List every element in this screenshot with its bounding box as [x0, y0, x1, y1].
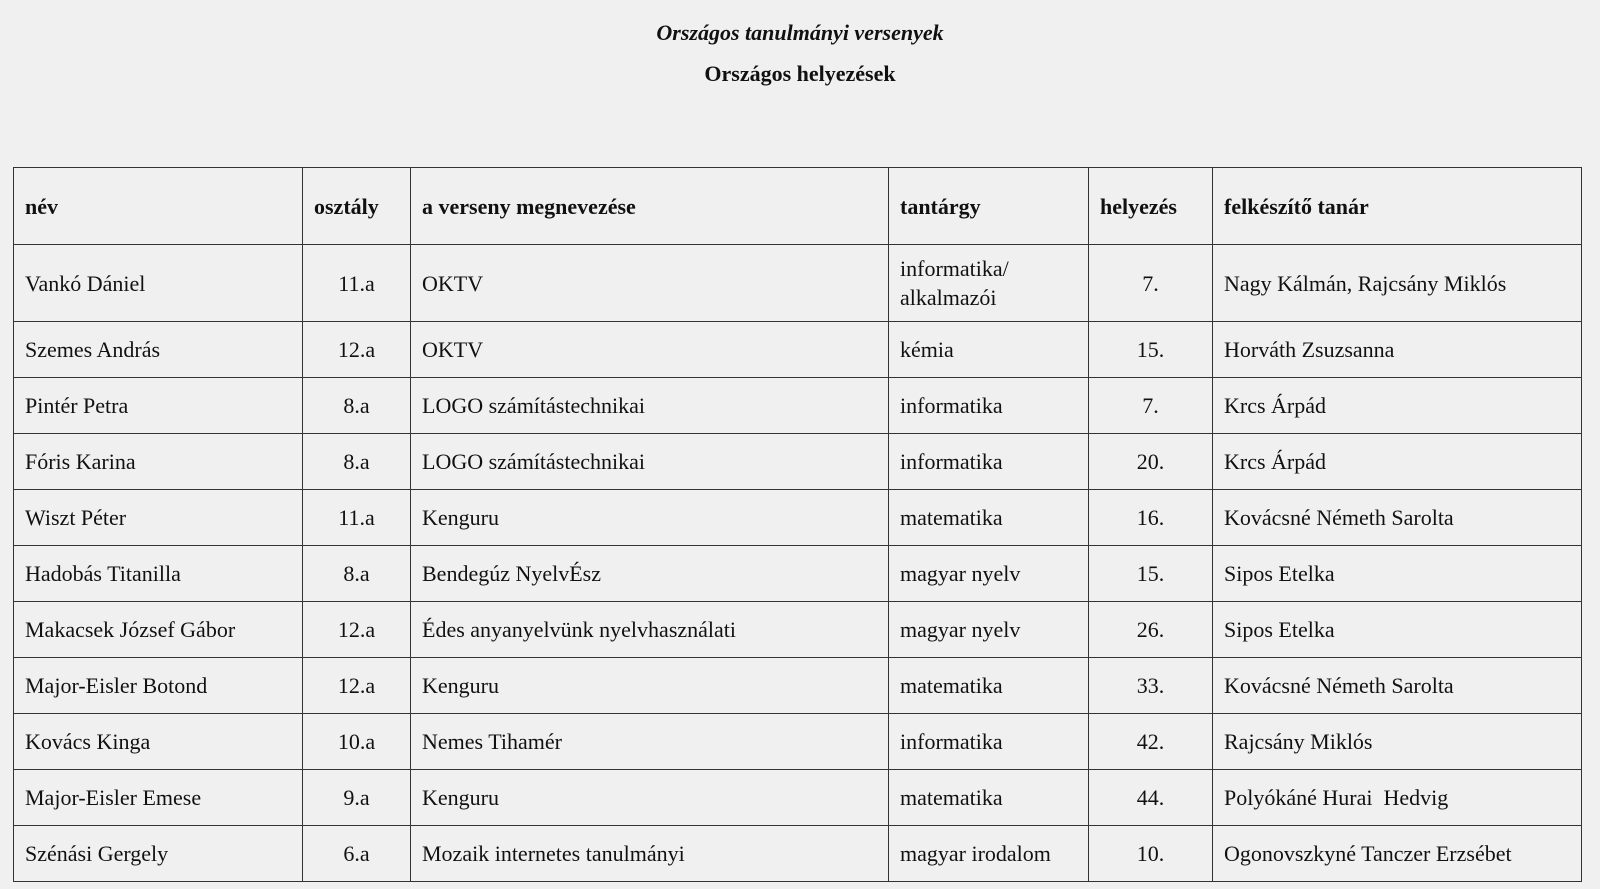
- placement: 7.: [1089, 378, 1213, 434]
- subject: informatika: [889, 434, 1089, 490]
- student-name: Hadobás Titanilla: [14, 546, 303, 602]
- teacher: Kovácsné Németh Sarolta: [1213, 658, 1582, 714]
- document-title: Országos tanulmányi versenyek: [656, 20, 944, 45]
- student-class: 8.a: [303, 434, 411, 490]
- student-class: 8.a: [303, 378, 411, 434]
- competition-name: Kenguru: [411, 490, 889, 546]
- placement: 10.: [1089, 826, 1213, 882]
- document-subtitle: Országos helyezések: [704, 61, 896, 86]
- table-row: [14, 658, 1582, 714]
- competition-name: Bendegúz NyelvÉsz: [411, 546, 889, 602]
- subject: matematika: [889, 490, 1089, 546]
- placement: 26.: [1089, 602, 1213, 658]
- competition-name: Kenguru: [411, 658, 889, 714]
- student-name: Vankó Dániel: [14, 245, 303, 322]
- subject: matematika: [889, 658, 1089, 714]
- column-header-name: név: [14, 168, 303, 245]
- student-class: 12.a: [303, 658, 411, 714]
- student-name: Major-Eisler Botond: [14, 658, 303, 714]
- competition-name: LOGO számítástechnikai: [411, 434, 889, 490]
- competition-name: OKTV: [411, 245, 889, 322]
- student-name: Makacsek József Gábor: [14, 602, 303, 658]
- column-header-place: helyezés: [1089, 168, 1213, 245]
- teacher: Krcs Árpád: [1213, 434, 1582, 490]
- competition-name: Nemes Tihamér: [411, 714, 889, 770]
- teacher: Krcs Árpád: [1213, 378, 1582, 434]
- teacher: Sipos Etelka: [1213, 546, 1582, 602]
- subject: magyar nyelv: [889, 602, 1089, 658]
- student-class: 12.a: [303, 602, 411, 658]
- placement: 7.: [1089, 245, 1213, 322]
- placement: 15.: [1089, 322, 1213, 378]
- subject: informatika: [889, 714, 1089, 770]
- teacher: Polyókáné Hurai Hedvig: [1213, 770, 1582, 826]
- subject: informatika: [889, 378, 1089, 434]
- table-row: [14, 245, 1582, 322]
- student-class: 8.a: [303, 546, 411, 602]
- subject: kémia: [889, 322, 1089, 378]
- table-row: [14, 546, 1582, 602]
- student-name: Szemes András: [14, 322, 303, 378]
- student-name: Kovács Kinga: [14, 714, 303, 770]
- placement: 33.: [1089, 658, 1213, 714]
- teacher: Horváth Zsuzsanna: [1213, 322, 1582, 378]
- student-name: Major-Eisler Emese: [14, 770, 303, 826]
- competition-name: Mozaik internetes tanulmányi: [411, 826, 889, 882]
- teacher: Kovácsné Németh Sarolta: [1213, 490, 1582, 546]
- teacher: Ogonovszkyné Tanczer Erzsébet: [1213, 826, 1582, 882]
- table-row: [14, 378, 1582, 434]
- placement: 42.: [1089, 714, 1213, 770]
- table-row: [14, 602, 1582, 658]
- student-class: 11.a: [303, 490, 411, 546]
- column-header-subject: tantárgy: [889, 168, 1089, 245]
- competition-name: LOGO számítástechnikai: [411, 378, 889, 434]
- table-row: [14, 826, 1582, 882]
- results-table: [13, 167, 1582, 882]
- student-class: 10.a: [303, 714, 411, 770]
- table-row: [14, 434, 1582, 490]
- subject: magyar irodalom: [889, 826, 1089, 882]
- competition-name: Kenguru: [411, 770, 889, 826]
- column-header-class: osztály: [303, 168, 411, 245]
- placement: 44.: [1089, 770, 1213, 826]
- student-class: 9.a: [303, 770, 411, 826]
- teacher: Nagy Kálmán, Rajcsány Miklós: [1213, 245, 1582, 322]
- subject: matematika: [889, 770, 1089, 826]
- subject: informatika/ alkalmazói: [889, 245, 1089, 322]
- student-class: 6.a: [303, 826, 411, 882]
- table-header-row: [14, 168, 1582, 245]
- competition-name: OKTV: [411, 322, 889, 378]
- placement: 20.: [1089, 434, 1213, 490]
- student-class: 12.a: [303, 322, 411, 378]
- teacher: Rajcsány Miklós: [1213, 714, 1582, 770]
- student-name: Szénási Gergely: [14, 826, 303, 882]
- competition-name: Édes anyanyelvünk nyelvhasználati: [411, 602, 889, 658]
- student-name: Wiszt Péter: [14, 490, 303, 546]
- table-row: [14, 714, 1582, 770]
- column-header-teacher: felkészítő tanár: [1213, 168, 1582, 245]
- placement: 16.: [1089, 490, 1213, 546]
- teacher: Sipos Etelka: [1213, 602, 1582, 658]
- student-name: Pintér Petra: [14, 378, 303, 434]
- table-row: [14, 770, 1582, 826]
- table-row: [14, 322, 1582, 378]
- column-header-competition: a verseny megnevezése: [411, 168, 889, 245]
- placement: 15.: [1089, 546, 1213, 602]
- subject: magyar nyelv: [889, 546, 1089, 602]
- table-row: [14, 490, 1582, 546]
- student-class: 11.a: [303, 245, 411, 322]
- student-name: Fóris Karina: [14, 434, 303, 490]
